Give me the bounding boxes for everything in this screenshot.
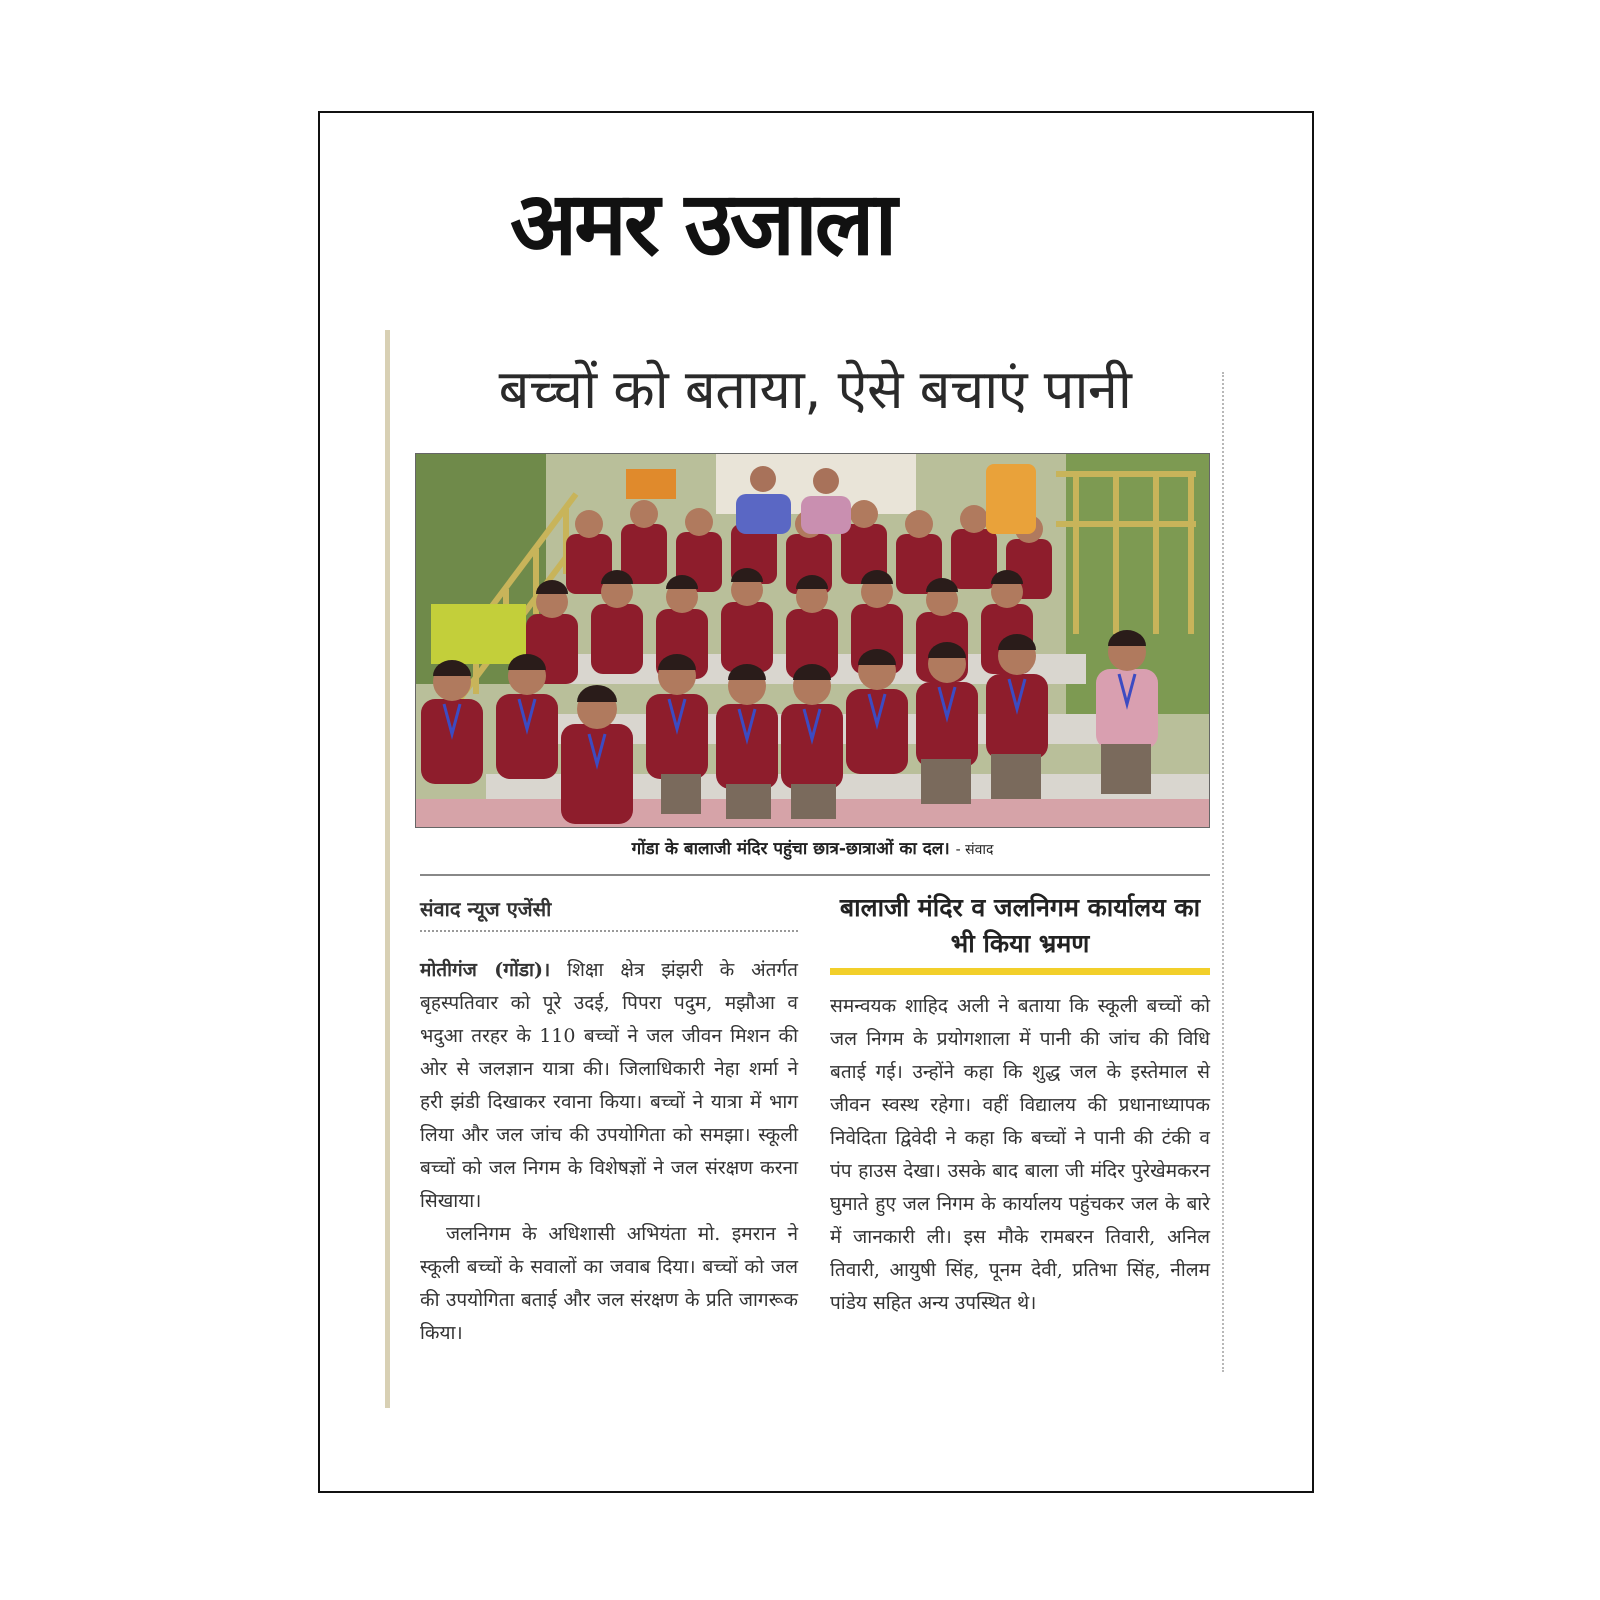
article-subhead: बालाजी मंदिर व जलनिगम कार्यालय का भी किया भ्रमण xyxy=(839,893,1201,958)
clipping-right-rule xyxy=(1222,372,1224,1372)
article-headline: बच्चों को बताया, ऐसे बचाएं पानी xyxy=(498,358,1132,421)
paragraph-3: समन्वयक शाहिद अली ने बताया कि स्कूली बच्चों को जल निगम के प्रयोगशाला में पानी की जांच की विधि बताई गई। उन्होंने कहा कि शुद्ध जल के इस्तेमाल से जीवन स्वस्थ रहेगा। वहीं विद्यालय की प्रधानाध्यापक निवेदिता द्विवेदी ने कहा कि बच्चों ने पानी की टंकी व पंप हाउस देखा। उसके बाद बाला जी मंदिर पुरेखेमकरन घुमाते हुए जल निगम के कार्यालय पहुंचकर जल के बारे में जानकारी ली। इस मौके रामबरन तिवारी, अनिल तिवारी, आयुषी सिंह, पूनम देवी, प्रतिभा सिंह, नीलम पांडेय सहित अन्य उपस्थित थे। xyxy=(830,995,1210,1314)
article-photo xyxy=(415,453,1210,828)
paragraph-1-text: शिक्षा क्षेत्र झंझरी के अंतर्गत बृहस्पतिवार को पूरे उदई, पिपरा पदुम, मझौआ व भदुआ तरहर के 110 बच्चों ने जल जीवन मिशन की ओर से जलज्ञान यात्रा की। जिलाधिकारी नेहा शर्मा ने हरी झंडी दिखाकर रवाना किया। बच्चों ने यात्रा में भाग लिया और जल जांच की उपयोगिता को समझा। स्कूली बच्चों को जल निगम के विशेषज्ञों ने जल संरक्षण करना सिखाया। xyxy=(420,959,798,1212)
clipping-left-rule xyxy=(385,330,390,1408)
photo-caption xyxy=(415,836,1210,859)
photo-caption-text: गोंडा के बालाजी मंदिर पहुंचा छात्र-छात्राओं का दल। xyxy=(631,839,950,859)
planter-top xyxy=(626,469,676,499)
article-dateline: मोतीगंज (गोंडा)। xyxy=(420,959,551,981)
planter-left xyxy=(431,604,526,664)
byline-rule xyxy=(420,930,798,932)
newspaper-masthead: अमर उजाला xyxy=(510,172,895,275)
article-column-left xyxy=(420,954,798,1350)
paragraph-1 xyxy=(420,954,798,1218)
article-column-right xyxy=(830,990,1210,1320)
section-divider xyxy=(420,874,1210,876)
photo-credit: - संवाद xyxy=(955,842,994,858)
paragraph-2: जलनिगम के अधिशासी अभियंता मो. इमरान ने स्कूली बच्चों के सवालों का जवाब दिया। बच्चों को जल की उपयोगिता बताई और जल संरक्षण के प्रति जागरूक किया। xyxy=(420,1223,798,1344)
group-photo-illustration xyxy=(416,454,1210,828)
subhead-underline xyxy=(830,968,1210,975)
article-byline: संवाद न्यूज एजेंसी xyxy=(420,897,552,921)
